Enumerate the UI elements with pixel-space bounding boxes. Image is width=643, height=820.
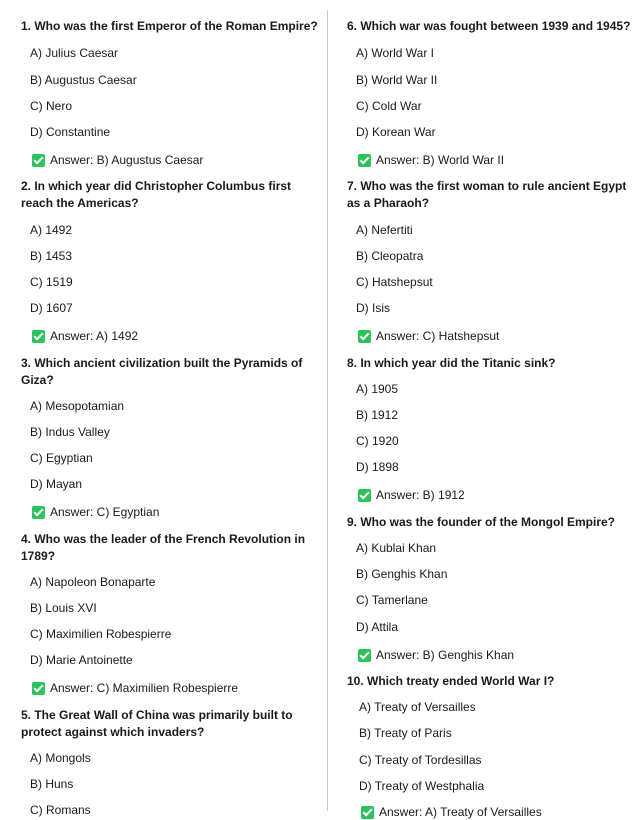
question-text: 10. Which treaty ended World War I? bbox=[347, 674, 555, 688]
checkmark-icon bbox=[358, 330, 371, 343]
option-c: C) Hatshepsut bbox=[356, 275, 433, 289]
checkmark-icon bbox=[361, 806, 374, 819]
option-b: B) Augustus Caesar bbox=[30, 73, 137, 87]
question-text: 8. In which year did the Titanic sink? bbox=[347, 356, 556, 370]
question-7 bbox=[347, 178, 643, 212]
answer-row bbox=[358, 647, 514, 663]
option-b: B) World War II bbox=[356, 73, 438, 87]
question-text: 4. Who was the leader of the French Revolution in 1789? bbox=[21, 532, 306, 563]
option-d: D) 1898 bbox=[356, 460, 399, 474]
answer-row bbox=[361, 804, 542, 820]
option-c: C) Romans bbox=[30, 803, 91, 817]
answer-text: Answer: B) 1912 bbox=[376, 488, 465, 502]
checkmark-icon bbox=[32, 330, 45, 343]
answer-row bbox=[32, 504, 159, 520]
question-2 bbox=[21, 178, 321, 212]
checkmark-icon bbox=[358, 489, 371, 502]
question-9 bbox=[347, 514, 643, 531]
question-text: 1. Who was the first Emperor of the Roman Empire? bbox=[21, 19, 318, 33]
question-text: 3. Which ancient civilization built the Pyramids of Giza? bbox=[21, 356, 303, 387]
option-a: A) Mesopotamian bbox=[30, 399, 125, 413]
answer-row bbox=[358, 487, 465, 503]
option-a: A) Mongols bbox=[30, 751, 91, 765]
checkmark-icon bbox=[358, 154, 371, 167]
question-6 bbox=[347, 18, 643, 35]
option-b: B) Louis XVI bbox=[30, 601, 97, 615]
answer-text: Answer: B) Genghis Khan bbox=[376, 648, 515, 662]
answer-row bbox=[32, 152, 203, 168]
answer-text: Answer: A) 1492 bbox=[50, 329, 139, 343]
question-text: 5. The Great Wall of China was primarily built to protect against which invaders? bbox=[21, 708, 293, 739]
option-d: D) Marie Antoinette bbox=[30, 653, 133, 667]
option-b: B) Indus Valley bbox=[30, 425, 110, 439]
option-a: A) Kublai Khan bbox=[356, 541, 437, 555]
option-a: A) 1905 bbox=[356, 382, 399, 396]
answer-text: Answer: A) Treaty of Versailles bbox=[379, 805, 542, 819]
option-b: B) Treaty of Paris bbox=[359, 726, 452, 740]
answer-text: Answer: C) Egyptian bbox=[50, 505, 160, 519]
option-a: A) Napoleon Bonaparte bbox=[30, 575, 156, 589]
option-c: C) Treaty of Tordesillas bbox=[359, 753, 482, 767]
option-c: C) 1920 bbox=[356, 434, 399, 448]
option-a: A) Nefertiti bbox=[356, 223, 413, 237]
option-d: D) Mayan bbox=[30, 477, 83, 491]
option-c: C) Egyptian bbox=[30, 451, 93, 465]
answer-text: Answer: C) Hatshepsut bbox=[376, 329, 500, 343]
option-a: A) World War I bbox=[356, 46, 435, 60]
column-divider bbox=[327, 10, 328, 811]
answer-text: Answer: B) World War II bbox=[376, 153, 505, 167]
question-8 bbox=[347, 355, 643, 372]
question-text: 2. In which year did Christopher Columbus first reach the Americas? bbox=[21, 179, 292, 210]
option-b: B) 1453 bbox=[30, 249, 73, 263]
option-a: A) 1492 bbox=[30, 223, 73, 237]
option-c: C) Maximilien Robespierre bbox=[30, 627, 172, 641]
question-5 bbox=[21, 707, 321, 741]
checkmark-icon bbox=[32, 154, 45, 167]
question-text: 6. Which war was fought between 1939 and 1945? bbox=[347, 19, 631, 33]
option-b: B) Cleopatra bbox=[356, 249, 424, 263]
checkmark-icon bbox=[32, 506, 45, 519]
checkmark-icon bbox=[358, 649, 371, 662]
answer-row bbox=[32, 680, 238, 696]
option-b: B) Genghis Khan bbox=[356, 567, 448, 581]
answer-row bbox=[358, 152, 504, 168]
question-10 bbox=[347, 673, 643, 690]
answer-text: Answer: C) Maximilien Robespierre bbox=[50, 681, 239, 695]
option-d: D) 1607 bbox=[30, 301, 73, 315]
right-column bbox=[332, 0, 643, 819]
option-d: D) Attila bbox=[356, 620, 399, 634]
question-3 bbox=[21, 355, 321, 389]
option-d: D) Constantine bbox=[30, 125, 111, 139]
question-text: 7. Who was the first woman to rule ancient Egypt as a Pharaoh? bbox=[347, 179, 627, 210]
question-1 bbox=[21, 18, 321, 35]
option-b: B) Huns bbox=[30, 777, 74, 791]
option-c: C) 1519 bbox=[30, 275, 73, 289]
option-d: D) Korean War bbox=[356, 125, 436, 139]
option-c: C) Cold War bbox=[356, 99, 422, 113]
checkmark-icon bbox=[32, 682, 45, 695]
option-b: B) 1912 bbox=[356, 408, 399, 422]
option-c: C) Tamerlane bbox=[356, 593, 428, 607]
option-c: C) Nero bbox=[30, 99, 73, 113]
option-d: D) Isis bbox=[356, 301, 390, 315]
option-a: A) Treaty of Versailles bbox=[359, 700, 476, 714]
option-a: A) Julius Caesar bbox=[30, 46, 119, 60]
question-text: 9. Who was the founder of the Mongol Empire? bbox=[347, 515, 615, 529]
answer-text: Answer: B) Augustus Caesar bbox=[50, 153, 204, 167]
question-4 bbox=[21, 531, 321, 565]
answer-row bbox=[32, 328, 138, 344]
option-d: D) Treaty of Westphalia bbox=[359, 779, 485, 793]
answer-row bbox=[358, 328, 499, 344]
